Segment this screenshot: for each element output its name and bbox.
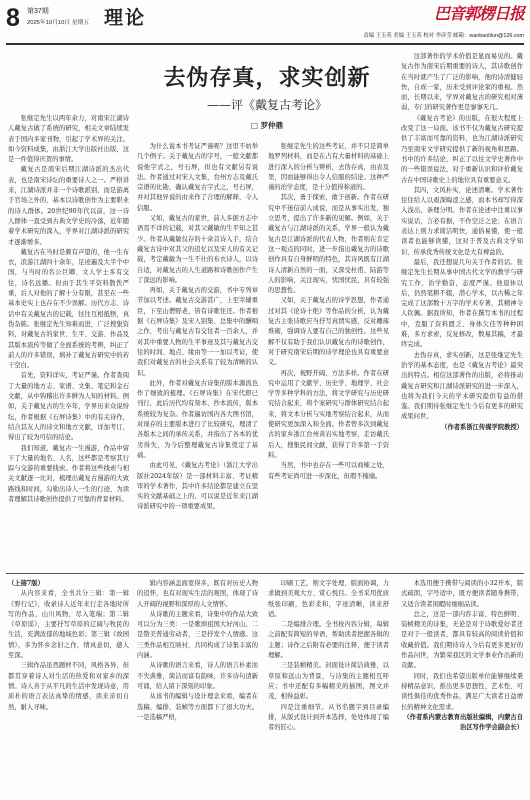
column-body [137, 142, 258, 513]
author-note: （作者系内蒙古教育出版社编辑，内蒙古自治区写作学会副会长） [403, 713, 523, 732]
article-subtitle: ——评《戴复古考论》 [206, 98, 327, 112]
paragraph: 为什么说本书考证严谨呢？这里不妨举几个例子。关于戴复古的字号，一般文献都说他字式之，号石屏，但也有文献另有说法。作者通过对宋人文集、台州方志及戴氏宗谱的比勘，确认戴复古字式之，号石屏，并对其他异说的由来作了合理的解释，令人信服。 [137, 143, 258, 212]
column-body [401, 52, 523, 423]
lower-column-3 [268, 579, 389, 793]
column-body [8, 114, 129, 505]
article-column-3 [268, 142, 389, 569]
paragraph: 三是装帧精美。封面设计简洁典雅，以草原和远山为背景，与诗集的主题相互呼应；书中还配有多幅精美的插图，图文并茂，相得益彰。 [268, 662, 389, 701]
paragraph: 同时，我们也希望出版单位能够继续秉持精品意识，推出更多思想性、艺术性、可读性俱佳的优秀作品，满足广大读者日益增长的精神文化需求。 [401, 672, 523, 711]
paragraph: 其四，文风朴实，论述清晰。学术著作往往给人以艰深晦涩之感，而本书却写得深入浅出，条理分明。作者在论述中注重以事实说话，言必有据，不作空泛之论；在语言表达上则力求简洁明快，通俗易懂，使一般读者也能够读懂，这对于普及古典文学知识、传承优秀传统文化是大有裨益的。 [401, 186, 523, 256]
paragraph: 去伪存真，求实创新，这是张继定先生治学的基本态度，也是《戴复古考论》最突出的特点。相信这部著作的出版，必将推动戴复古研究和江湖诗派研究的进一步深入，也将为我们今天的学术研究提供有益的借鉴。我们期待张继定先生今后有更多的研究成果问世。 [401, 351, 523, 421]
header-rule [6, 43, 524, 45]
section-divider [6, 573, 524, 574]
paragraph: 从诗歌的主题来看，诗集中的作品大致可以分为三类：一是歌颂祖国大好河山，二是赞美普通劳动者，三是抒发个人情感。这三类作品相互映衬，共同构成了诗集丰富的内涵。 [137, 610, 258, 660]
column-body [268, 142, 389, 482]
column-body [137, 579, 258, 723]
paragraph: 三辑作品虽然题材不同，风格各异，但都贯穿着诗人对生活的热爱和对家乡的深情。诗人善于从平凡的生活中发现诗意，用质朴的语言表达真挚的情感，读来亲切自然，耐人寻味。 [8, 662, 129, 711]
paragraph: 当然，书中也存在一些可以商榷之处，有些考证尚可进一步深化，但瑕不掩瑜。 [268, 462, 389, 480]
paragraph: 此外，作者对戴复古诗集的版本源流也作了细致的梳理。《石屏诗集》在宋代即已刊行，此后历代均有刻本、抄本流传，版本系统较为复杂。作者遍访国内各大图书馆，对现存的主要版本进行了比较研究，理清了各版本之间的承传关系，并指出了各本的优劣得失，为今后整理戴复古诗集奠定了基础。 [137, 379, 258, 459]
paragraph: 从该书的编辑与设计理念来看，编者在选稿、编排、装帧等方面都下了很大功夫。一是选稿严格， [137, 693, 258, 721]
page-number: 8 [6, 4, 20, 32]
article-author: □ 罗仲鼎 [250, 121, 284, 130]
paragraph: 首先，资料详实，考证严谨。作者查阅了大量的地方志、家谱、文集、笔记和金石文献，从中钩稽出许多鲜为人知的材料。例如，关于戴复古的生卒年，学界历来众说纷纭，作者根据《石屏诗集》中的有关诗作，结合其友人的诗文和地方文献，详加考订，得出了较为可信的结论。 [8, 372, 129, 442]
editor-credits: 责编 王玉英 美编 王玉英 校对 李彦莹 邮箱：wanbaolilun@126.com [363, 33, 524, 39]
paragraph: 这部著作的学术价值是显而易见的。戴复古作为南宋后期重要的诗人，其诗歌创作在当时就产生了广泛的影响，他的诗清健轻快，自成一家，历来受到评论家的重视。然而，长期以来，学界对戴复古的研究相对薄弱，专门的研究著作更是寥寥无几。 [401, 53, 523, 112]
continued-marker: （上接7版） [8, 580, 44, 587]
lower-column-4 [401, 579, 523, 793]
lower-column-1 [8, 579, 129, 793]
paragraph: 二是编排合理。全书按内容分辑，每辑之前配有简短的导语，帮助读者把握各辑的主题；诗作之后附有必要的注释，便于读者理解。 [268, 621, 389, 660]
paragraph: 再次，视野开阔，方法多样。作者在研究中运用了文献学、历史学、地理学、社会学等多种学科的方法，将文学研究与历史研究结合起来，将个案研究与群体研究结合起来，将文本分析与实地考察结合起来，从而使研究更加深入和全面。作者曾多次到戴复古的家乡浙江台州黄岩实地考察，走访戴氏后人，搜集民间文献，获得了许多第一手资料。 [268, 369, 389, 459]
issue-number: 第37期 [27, 8, 49, 15]
newspaper-logo: 巴音郭楞日报 [433, 4, 524, 23]
paragraph: 又如，关于戴复古的诗学思想，作者通过对其《论诗十绝》等作品的分析，认为戴复古主张诗歌应当抒写真情实感，反对雕琢堆砌，强调诗人要有自己的独创性。这些见解不仅有助于我们认识戴复古的诗歌创作，对于研究南宋后期的诗学理论也具有重要意义。 [268, 297, 389, 367]
paragraph: 最后，我还想说几句关于作者的话。张继定先生长期从事中国古代文学的教学与研究工作，治学勤奋，态度严谨。他退休以后，仍然笔耕不辍，潜心学术，以古稀之年完成了这部数十万字的学术专著，其精神令人钦佩。据我所知，作者在撰写本书的过程中，克服了资料匮乏、身体欠佳等种种困难，多方求索，反复修改，数易其稿，才最终完成。 [401, 258, 523, 349]
paragraph: 《戴复古考论》的出版，在很大程度上改变了这一局面。该书不仅为戴复古研究提供了丰富而可靠的资料，也为江湖诗派研究乃至南宋文学研究提供了新的视角和思路。书中的许多结论，纠正了以往文学史著作中的一些错误说法，对于重新认识和评价戴复古在中国诗歌史上的地位具有重要意义。 [401, 114, 523, 184]
article-title: 去伪存真，求实创新 [163, 65, 371, 91]
paragraph: 再如，关于戴复古的交游，书中专列章节加以考述。戴复古交游甚广，上至宰辅重臣，下至山僧野老，皆有诗歌往还。作者根据《石屏诗集》及宋人别集、总集中的酬唱之作，考出与戴复古有交往者一百余人，并对其中重要人物的生平事迹及其与戴复古交往的时间、地点、缘由等一一加以考证，使我们对戴复古的社会关系有了较为清晰的认识。 [137, 287, 258, 377]
paragraph: 戴复古在当时是颇有声望的，他一生布衣，浪游江湖四十余年，足迹遍及大半个中国，与当时的名公巨卿、文人学士多有交往，诗名远播。但由于其生平资料散佚严重，后人对他的了解十分有限，甚至在一些基本史实上也存在不少误解。历代方志、诗话中有关戴复古的记载，往往互相抵牾，真伪杂陈。张继定先生知难而进，广泛搜集资料，对戴复古的家世、生平、交游、作品及其版本流传等做了全面系统的考辨，纠正了前人的许多错误，填补了戴复古研究中的若干空白。 [8, 248, 129, 370]
issue-date: 2025年10月10日 星期五 [27, 20, 90, 26]
paragraph: 印刷工艺，则文字处理、版面协调，力求做到美观大方、赏心悦目。全书采用优质纸张印刷，色彩柔和，字迹清晰，读来舒适。 [268, 580, 389, 618]
paragraph: 从内容来看，全书共分三辑：第一辑《野行记》，收录诗人近年来行走各地时所写的作品，山川风物，尽入笔端；第二辑《草原谣》，主要抒写草原的辽阔与牧民的生活，充满浓郁的地域色彩；第三辑《故园情》，多为怀乡念旧之作，情真意切，感人至深。 [8, 590, 129, 660]
author-note: （作者系浙江传媒学院教授） [441, 423, 523, 431]
paragraph: 张继定先生以两年余力，对南宋江湖诗人戴复古做了系统的研究，相关文章陆续发表于国内多家刊物，引起了学术界的关注。如今资料成集，由浙江大学出版社出版，这是一件值得庆贺的事情。 [8, 115, 129, 164]
article-column-4 [401, 52, 523, 569]
article-column-2 [137, 142, 258, 569]
lower-column-2 [137, 579, 258, 793]
paragraph: 四是注重细节。从书名题字到目录编排，从版式设计到开本选择，处处体现了编者的匠心。 [268, 703, 389, 732]
paragraph: 其次，勇于探索，敢于创新。作者在研究中不迷信前人成说，而是从事实出发，独立思考，提出了许多新的见解。例如，关于戴复古与江湖诗派的关系，学界一般认为戴复古是江湖诗派的代表人物，作者则在肯定这一观点的同时，进一步指出戴复古的诗歌创作具有自身鲜明的特色，其诗风既有江湖诗人清新自然的一面，又深受杜甫、陆游等人的影响，关注现实，忧国忧民，具有较强的思想性。 [268, 194, 389, 295]
article-column-1 [8, 114, 129, 569]
paragraph: 总之，这是一部内容丰富、特色鲜明、装帧精美的诗集，无论是对于诗歌爱好者还是对于一般读者，都具有较高的阅读价值和收藏价值。我们期待诗人今后有更多更好的作品问世，为繁荣我区的文学事业作出新的贡献。 [401, 610, 523, 670]
paragraph: 从诗歌的语言来看，诗人的语言朴素而不失典雅，简洁而富有韵味，许多诗句清新可诵，给人留下深刻的印象。 [137, 662, 258, 690]
paragraph: 我们知道，戴复古一生漫游，作品中留下了大量的地名、人名，这些都是考察其行踪与交游的重要线索。作者将这些线索与相关文献逐一比对，梳理出戴复古漫游的大致路线和时间，勾勒出诗人一生的行迹，为读者理解其诗歌创作提供了可靠的背景材料。 [8, 444, 129, 503]
column-body [268, 579, 389, 733]
paragraph: 张继定先生的这些考证，并不只是简单地罗列材料，而是在占有大量材料的基础上进行深入的分析与辨析，去伪存真，由表及里，因而能够得出令人信服的结论。这种严谨的治学态度，是十分值得称道的。 [268, 143, 389, 192]
paragraph: 本选用便于携带与阅读的小32开本，版式疏朗，字号适中，既方便读者随身携带，又适合读者闲暇时细细品读。 [401, 580, 523, 608]
paragraph: 戴复古是南宋后期江湖诗派的杰出代表，也是南宋诗坛的重要诗人之一。严格讲来，江湖诗派并非一个诗歌派别，而是游离于官场之外的、基本以诗歌创作为主要职业的诗人群体。20世纪90年代以前，这一诗人群体一直受到古典文学史的冷落，近年随着学术研究的深入，学界对江湖诗派的研究才逐渐增多。 [8, 166, 129, 246]
section-title: 理论 [104, 7, 147, 29]
paragraph: 辑内容涵盖面宽得多，既有对历史人物的追怀，也有对现实生活的观照，体现了诗人开阔的视野和深厚的人文情怀。 [137, 580, 258, 608]
column-body [401, 579, 523, 713]
paragraph: 由此可见，《戴复古考论》（浙江大学出版社2024年版）是一部材料丰富、考证精审的学术著作，其中许多结论都是建立在坚实的文献基础之上的，可以说是近年来江湖诗派研究中的一项重要成果。 [137, 462, 258, 511]
paragraph: 又如，戴复古的家世，前人多据方志中语焉不详的记载，对其父戴敏的生平知之甚少。作者从戴敏仅存的十余首诗入手，结合戴复古诗中对其父的追忆以及宋人的有关记载，考定戴敏为一生不仕的布衣诗人，以诗自适，对戴复古的人生道路和诗歌创作产生了深远的影响。 [137, 215, 258, 284]
column-body [8, 589, 129, 713]
